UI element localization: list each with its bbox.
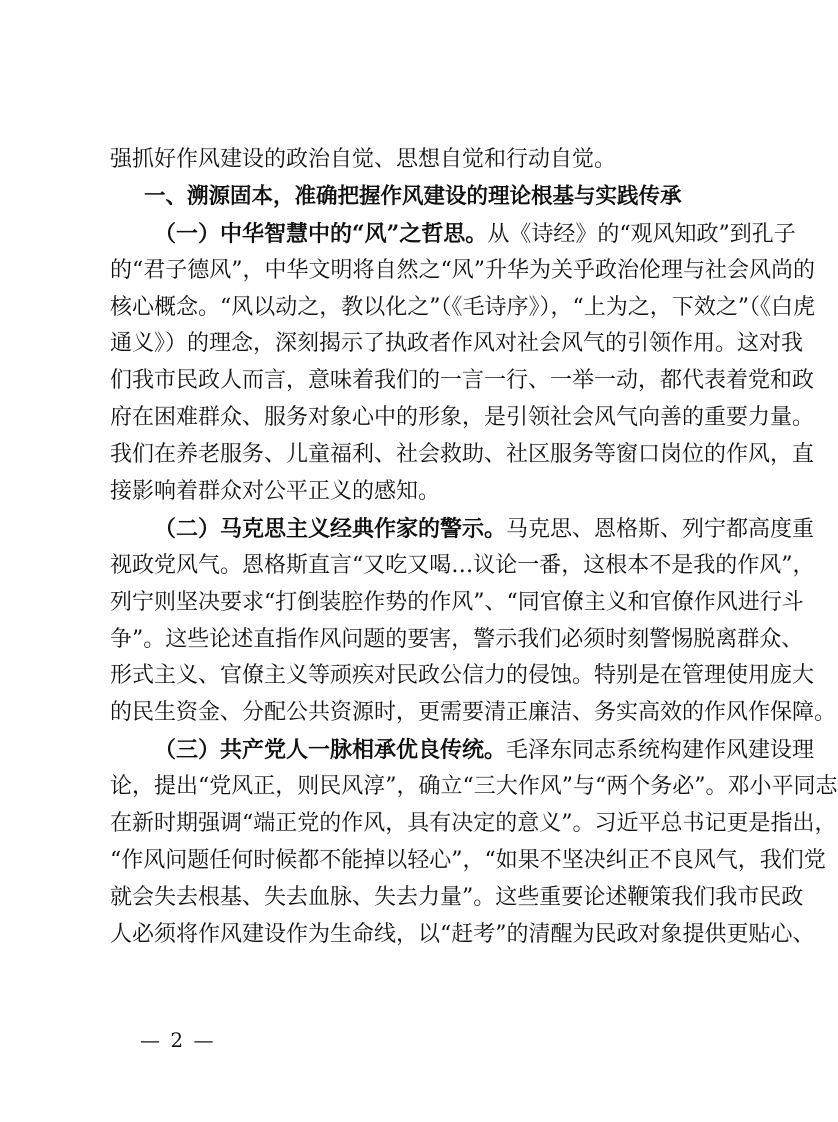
document-body bbox=[110, 142, 838, 954]
subsection-3-first-line bbox=[110, 732, 815, 769]
paragraph-text: 马克思、恩格斯、列宁都高度重 bbox=[506, 516, 815, 542]
paragraph-text: 毛泽东同志系统构建作风建设理 bbox=[506, 738, 815, 764]
paragraph-line: 的“君子德风”，中华文明将自然之“风”升华为关乎政治伦理与社会风尚的 bbox=[110, 257, 815, 283]
subsection-1-first-line bbox=[110, 216, 796, 253]
paragraph-text: 从《诗经》的“观风知政”到孔子 bbox=[487, 221, 796, 247]
paragraph-line: 在新时期强调“端正党的作风，具有决定的意义”。习近平总书记更是指出， bbox=[110, 811, 837, 837]
paragraph-line: 论，提出“党风正，则民风淳”，确立“三大作风”与“两个务必”。邓小平同志 bbox=[110, 774, 838, 800]
page-number: — 2 — bbox=[140, 1028, 216, 1052]
subsection-2-first-line bbox=[110, 511, 815, 548]
paragraph-line: 视政党风气。恩格斯直言“又吃又喝…议论一番，这根本不是我的作风”， bbox=[110, 552, 815, 578]
paragraph-line: 人必须将作风建设作为生命线，以“赶考”的清醒为民政对象提供更贴心、 bbox=[110, 921, 815, 947]
paragraph-line: 的民生资金、分配公共资源时，更需要清正廉洁、务实高效的作风作保障。 bbox=[110, 700, 837, 726]
paragraph-line: 争”。这些论述直指作风问题的要害，警示我们必须时刻警惕脱离群众、 bbox=[110, 626, 804, 652]
paragraph-line: 就会失去根基、失去血脉、失去力量”。这些重要论述鞭策我们我市民政 bbox=[110, 884, 804, 910]
intro-line: 强抓好作风建设的政治自觉、思想自觉和行动自觉。 bbox=[110, 147, 617, 172]
paragraph-line: “作风问题任何时候都不能掉以轻心”，“如果不坚决纠正不良风气，我们党 bbox=[110, 847, 826, 873]
paragraph-line: 形式主义、官僚主义等顽疾对民政公信力的侵蚀。特别是在管理使用庞大 bbox=[110, 663, 815, 689]
subsection-2-title: （二）马克思主义经典作家的警示。 bbox=[154, 515, 507, 542]
subsection-1-title: （一）中华智慧中的“风”之哲思。 bbox=[154, 220, 488, 247]
paragraph-line: 列宁则坚决要求“打倒装腔作势的作风”、“同官僚主义和官僚作风进行斗 bbox=[110, 589, 804, 615]
paragraph-line: 们我市民政人而言，意味着我们的一言一行、一举一动，都代表着党和政 bbox=[110, 368, 815, 394]
section-heading: 一、溯源固本，准确把握作风建设的理论根基与实践传承 bbox=[144, 183, 682, 209]
paragraph-line: 接影响着群众对公平正义的感知。 bbox=[110, 479, 441, 505]
paragraph-line: 我们在养老服务、儿童福利、社会救助、社区服务等窗口岗位的作风，直 bbox=[110, 442, 815, 468]
paragraph-line: 府在困难群众、服务对象心中的形象，是引领社会风气向善的重要力量。 bbox=[110, 405, 815, 431]
paragraph-line: 核心概念。“风以动之，教以化之”（《毛诗序》），“上为之，下效之”（《白虎 bbox=[110, 294, 815, 320]
paragraph-line: 通义》）的理念，深刻揭示了执政者作风对社会风气的引领作用。这对我 bbox=[110, 331, 804, 357]
subsection-3-title: （三）共产党人一脉相承优良传统。 bbox=[154, 737, 507, 764]
